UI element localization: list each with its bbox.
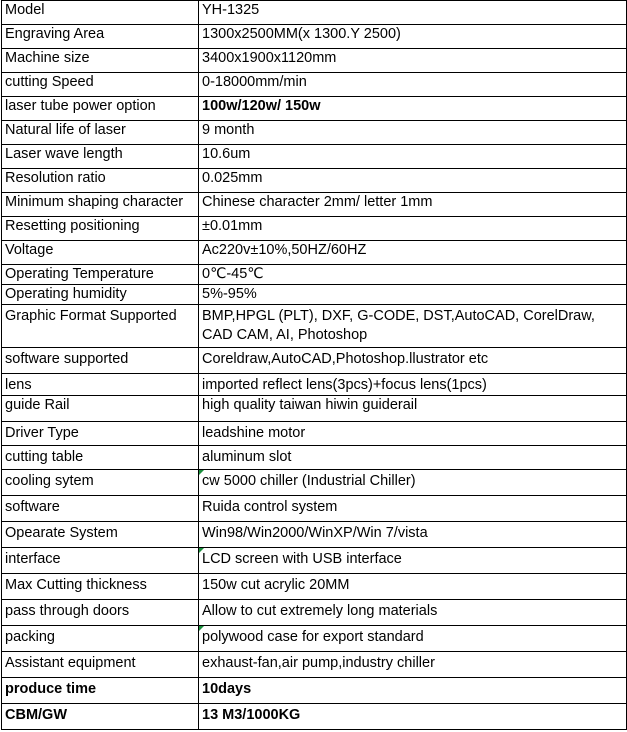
spec-value: Ruida control system bbox=[199, 496, 627, 522]
cell-comment-marker bbox=[199, 470, 204, 475]
spec-value: Chinese character 2mm/ letter 1mm bbox=[199, 193, 627, 217]
spec-value: 9 month bbox=[199, 121, 627, 145]
spec-label: Resetting positioning bbox=[2, 217, 199, 241]
table-row bbox=[2, 25, 627, 49]
table-row bbox=[2, 1, 627, 25]
table-row bbox=[2, 265, 627, 285]
cell-comment-marker bbox=[199, 548, 204, 553]
spec-label: cutting table bbox=[2, 446, 199, 470]
spec-label: interface bbox=[2, 548, 199, 574]
spec-value: aluminum slot bbox=[199, 446, 627, 470]
table-row bbox=[2, 97, 627, 121]
spec-value: Win98/Win2000/WinXP/Win 7/vista bbox=[199, 522, 627, 548]
table-row bbox=[2, 704, 627, 730]
spec-value bbox=[199, 626, 627, 652]
spec-value: YH-1325 bbox=[199, 1, 627, 25]
table-row bbox=[2, 305, 627, 348]
table-row bbox=[2, 169, 627, 193]
spec-value bbox=[199, 470, 627, 496]
spec-value: Coreldraw,AutoCAD,Photoshop.llustrator etc bbox=[199, 348, 627, 374]
spec-label: cutting Speed bbox=[2, 73, 199, 97]
spec-value: Ac220v±10%,50HZ/60HZ bbox=[199, 241, 627, 265]
spec-value: 5%-95% bbox=[199, 285, 627, 305]
spec-label: Driver Type bbox=[2, 422, 199, 446]
spec-table-body bbox=[2, 1, 627, 730]
spec-label: Max Cutting thickness bbox=[2, 574, 199, 600]
table-row bbox=[2, 396, 627, 422]
spec-value: Allow to cut extremely long materials bbox=[199, 600, 627, 626]
table-row bbox=[2, 548, 627, 574]
spec-label: Voltage bbox=[2, 241, 199, 265]
spec-label: Laser wave length bbox=[2, 145, 199, 169]
spec-value: 10.6um bbox=[199, 145, 627, 169]
spec-label: guide Rail bbox=[2, 396, 199, 422]
spec-value: 0.025mm bbox=[199, 169, 627, 193]
spec-label: software bbox=[2, 496, 199, 522]
spec-label: Model bbox=[2, 1, 199, 25]
table-row bbox=[2, 121, 627, 145]
table-row bbox=[2, 496, 627, 522]
spec-label: Operating Temperature bbox=[2, 265, 199, 285]
cell-comment-marker bbox=[199, 626, 204, 631]
spec-value: 10days bbox=[199, 678, 627, 704]
table-row bbox=[2, 470, 627, 496]
spec-value: imported reflect lens(3pcs)+focus lens(1pcs) bbox=[199, 374, 627, 396]
spec-label: Resolution ratio bbox=[2, 169, 199, 193]
spec-value: 3400x1900x1120mm bbox=[199, 49, 627, 73]
spec-label: software supported bbox=[2, 348, 199, 374]
spec-label: Opearate System bbox=[2, 522, 199, 548]
spec-value: ±0.01mm bbox=[199, 217, 627, 241]
spec-value: BMP,HPGL (PLT), DXF, G-CODE, DST,AutoCAD, CorelDraw, CAD CAM, AI, Photoshop bbox=[199, 305, 627, 348]
table-row bbox=[2, 285, 627, 305]
spec-value bbox=[199, 548, 627, 574]
spec-label: Engraving Area bbox=[2, 25, 199, 49]
spec-label: pass through doors bbox=[2, 600, 199, 626]
spec-value: leadshine motor bbox=[199, 422, 627, 446]
spec-label: Graphic Format Supported bbox=[2, 305, 199, 348]
spec-label: lens bbox=[2, 374, 199, 396]
spec-value: 100w/120w/ 150w bbox=[199, 97, 627, 121]
spec-value: high quality taiwan hiwin guiderail bbox=[199, 396, 627, 422]
spec-label: cooling sytem bbox=[2, 470, 199, 496]
table-row bbox=[2, 652, 627, 678]
spec-label: laser tube power option bbox=[2, 97, 199, 121]
spec-value-text: polywood case for export standard bbox=[202, 629, 424, 645]
spec-label: packing bbox=[2, 626, 199, 652]
spec-value: 0℃-45℃ bbox=[199, 265, 627, 285]
table-row bbox=[2, 374, 627, 396]
table-row bbox=[2, 678, 627, 704]
table-row bbox=[2, 422, 627, 446]
table-row bbox=[2, 348, 627, 374]
table-row bbox=[2, 193, 627, 217]
spec-label: Machine size bbox=[2, 49, 199, 73]
table-row bbox=[2, 49, 627, 73]
spec-value: exhaust-fan,air pump,industry chiller bbox=[199, 652, 627, 678]
spec-value-text: cw 5000 chiller (Industrial Chiller) bbox=[202, 473, 416, 489]
table-row bbox=[2, 241, 627, 265]
spec-value: 150w cut acrylic 20MM bbox=[199, 574, 627, 600]
table-row bbox=[2, 446, 627, 470]
spec-value: 13 M3/1000KG bbox=[199, 704, 627, 730]
spec-label: CBM/GW bbox=[2, 704, 199, 730]
spec-value-text: LCD screen with USB interface bbox=[202, 551, 402, 567]
table-row bbox=[2, 600, 627, 626]
spec-table bbox=[1, 0, 627, 730]
table-row bbox=[2, 522, 627, 548]
table-row bbox=[2, 217, 627, 241]
spec-label: Operating humidity bbox=[2, 285, 199, 305]
spec-label: Assistant equipment bbox=[2, 652, 199, 678]
spec-value: 1300x2500MM(x 1300.Y 2500) bbox=[199, 25, 627, 49]
table-row bbox=[2, 145, 627, 169]
spec-label: produce time bbox=[2, 678, 199, 704]
spec-value: 0-18000mm/min bbox=[199, 73, 627, 97]
spec-label: Natural life of laser bbox=[2, 121, 199, 145]
table-row bbox=[2, 626, 627, 652]
spec-label: Minimum shaping character bbox=[2, 193, 199, 217]
table-row bbox=[2, 574, 627, 600]
table-row bbox=[2, 73, 627, 97]
